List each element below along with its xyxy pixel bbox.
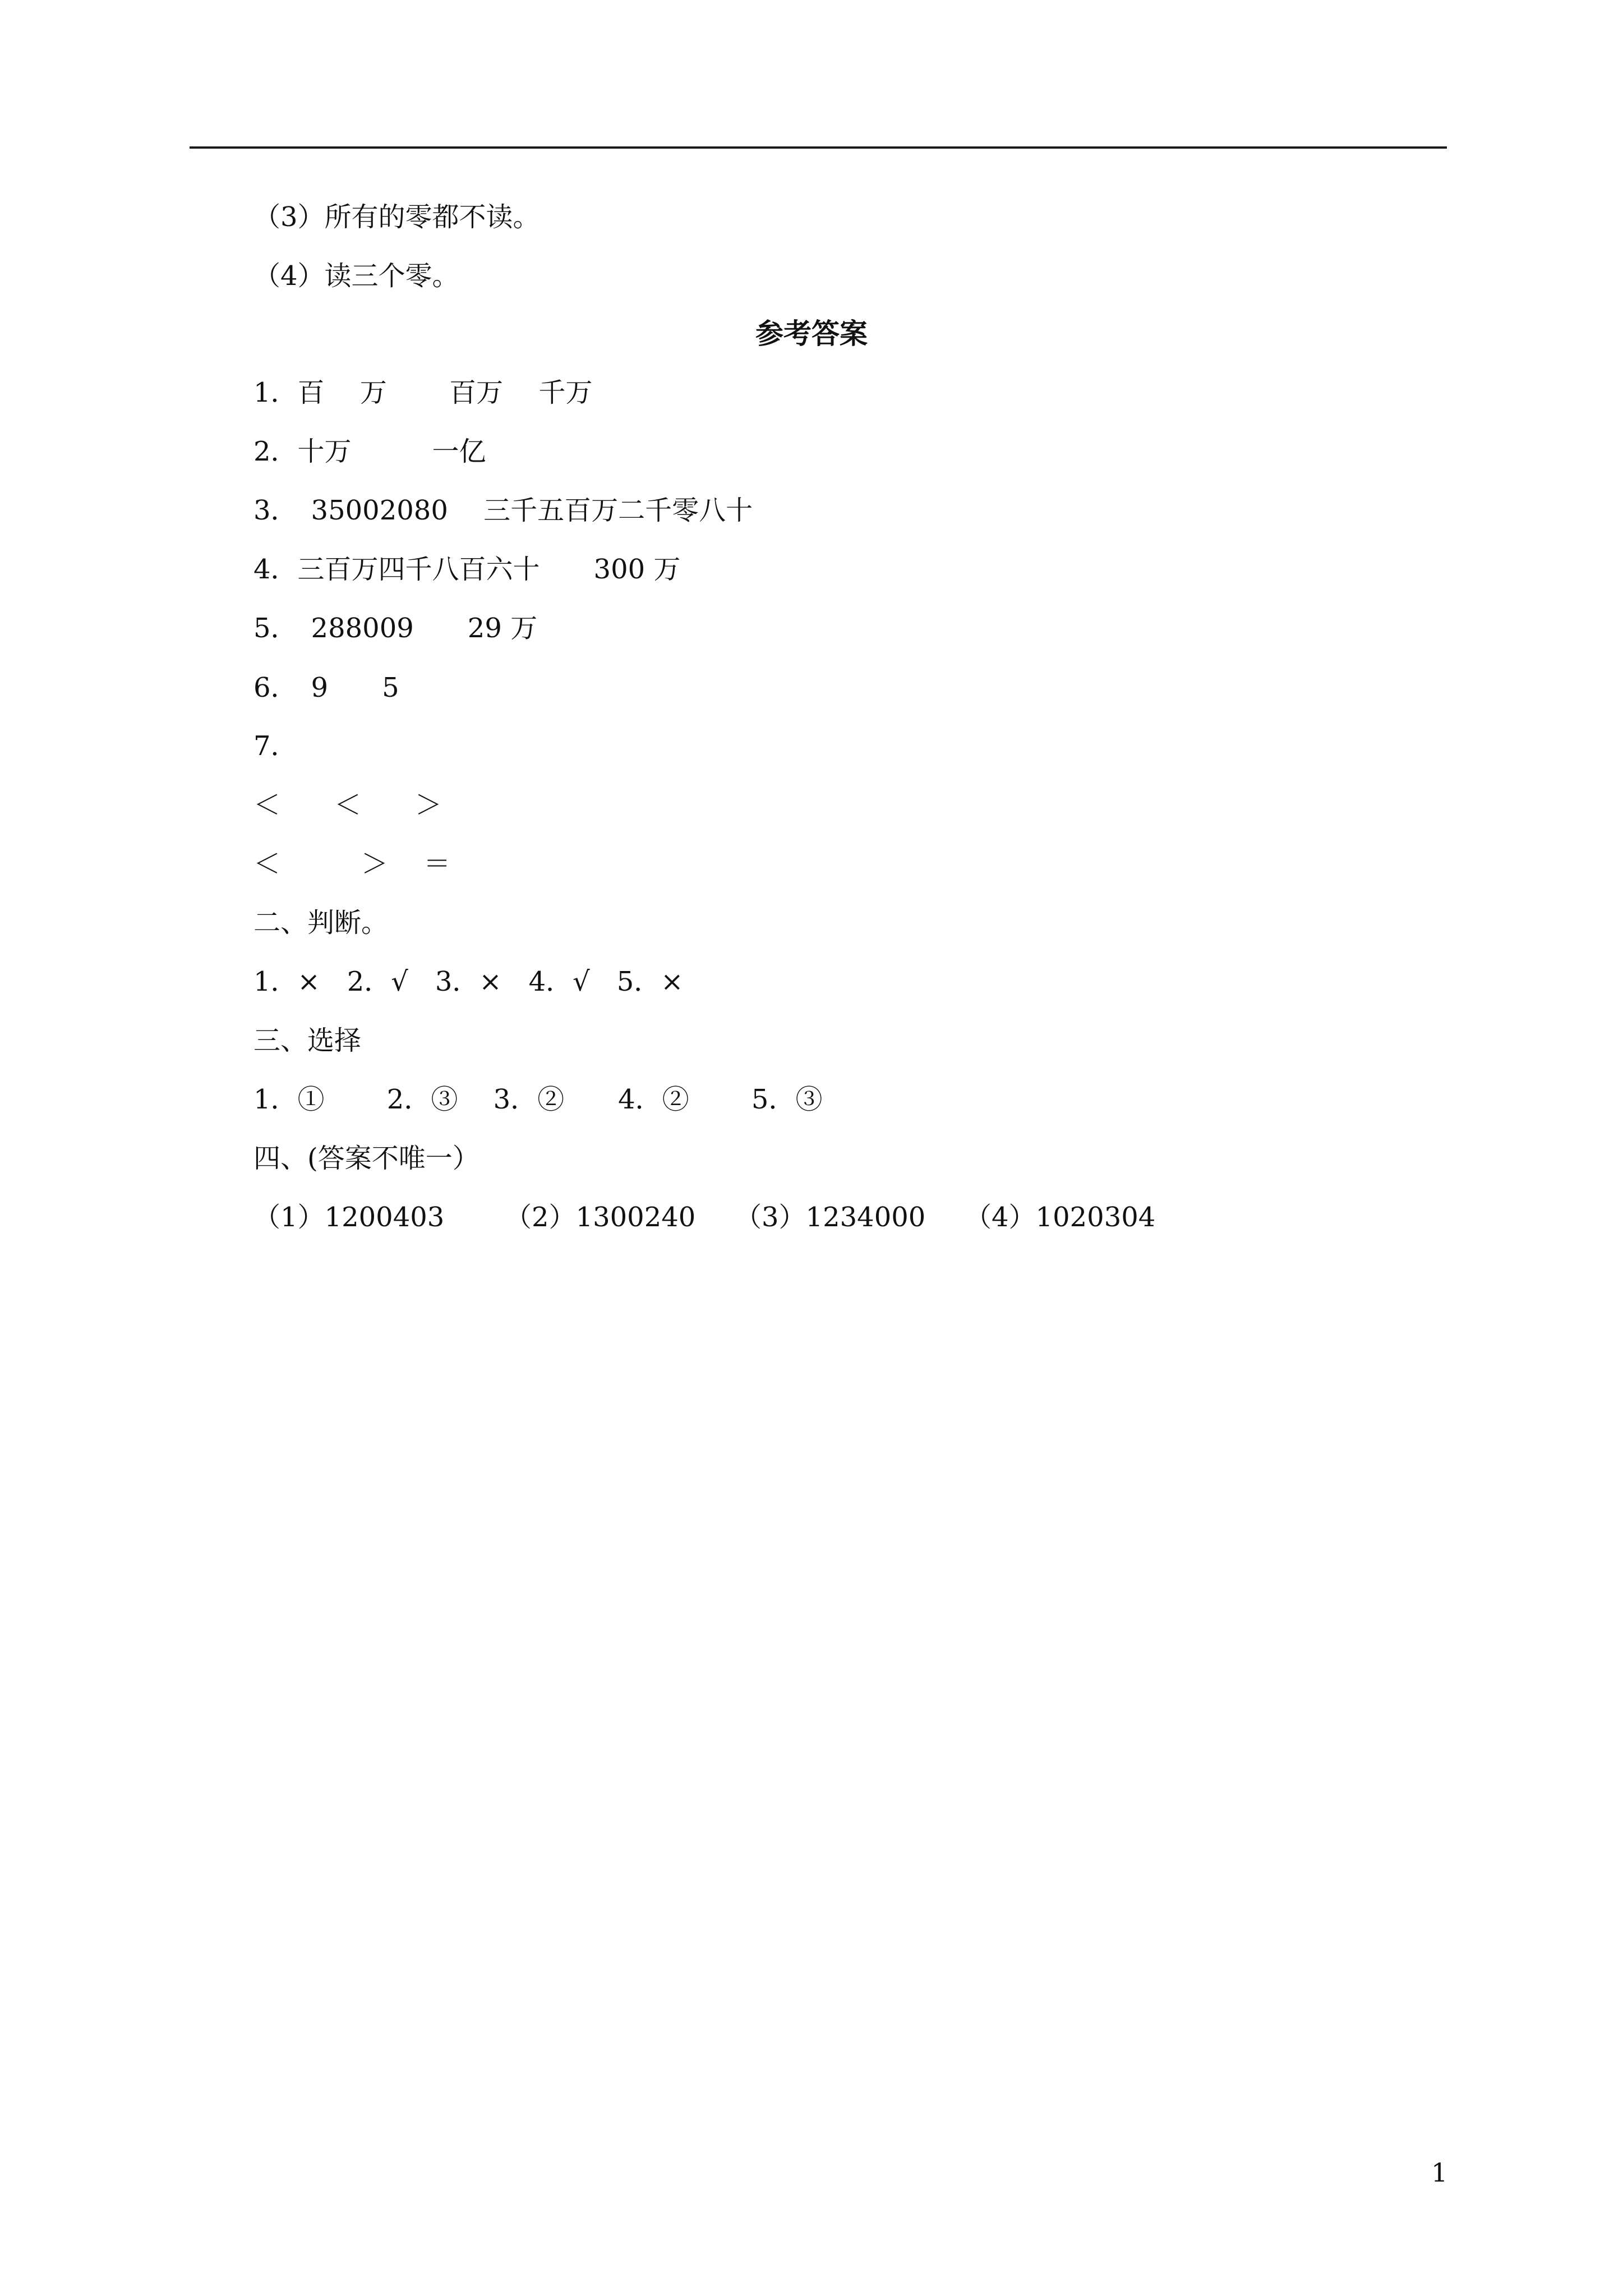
page-number: 1 bbox=[1431, 2157, 1448, 2188]
answer-2: 2．十万 一亿 bbox=[253, 436, 486, 467]
answer-7: 7． bbox=[253, 730, 298, 762]
section-3-heading: 三、选择 bbox=[253, 1025, 362, 1056]
answer-1: 1．百 万 百万 千万 bbox=[253, 377, 593, 408]
section-4-answer-2: （2）1300240 bbox=[505, 1202, 696, 1233]
answer-key-title: 参考答案 bbox=[755, 317, 868, 350]
section-4-answer-3: （3）1234000 bbox=[735, 1202, 926, 1233]
section-3-answers: 1．① 2．③ 3．② 4．② 5．③ bbox=[253, 1084, 823, 1115]
text-line-3: （3）所有的零都不读。 bbox=[253, 201, 540, 233]
header-rule bbox=[190, 146, 1447, 149]
answer-4: 4．三百万四千八百六十 300 万 bbox=[253, 554, 681, 585]
answer-3: 3． 35002080 三千五百万二千零八十 bbox=[253, 495, 753, 526]
section-4-answer-1: （1）1200403 bbox=[253, 1202, 445, 1233]
section-2-heading: 二、判断。 bbox=[253, 907, 389, 938]
answer-7-row-2: ＜ ＞ ＝ bbox=[253, 848, 451, 880]
section-4-answer-4: （4）1020304 bbox=[965, 1202, 1156, 1233]
answer-5: 5． 288009 29 万 bbox=[253, 613, 538, 644]
answer-6: 6． 9 5 bbox=[253, 672, 399, 703]
section-4-heading: 四、(答案不唯一） bbox=[253, 1143, 479, 1174]
text-line-4: （4）读三个零。 bbox=[253, 260, 459, 292]
answer-7-row-1: ＜ ＜ ＞ bbox=[253, 789, 442, 821]
section-2-answers: 1．× 2．√ 3．× 4．√ 5．× bbox=[253, 966, 684, 997]
